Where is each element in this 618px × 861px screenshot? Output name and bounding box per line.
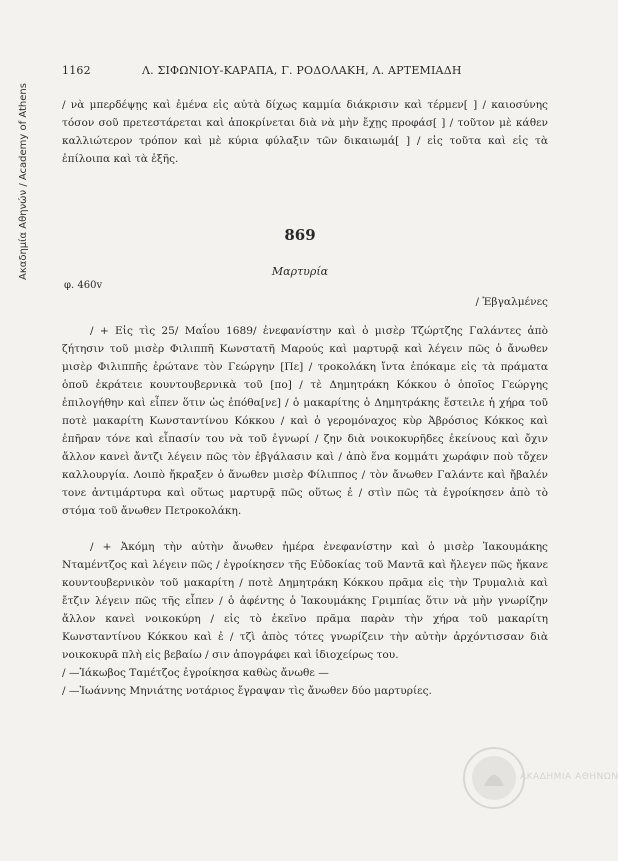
document-title: Μαρτυρία [271,265,329,278]
signature-line: / —Ἰωάννης Μηνιάτης νοτάριος ἔγραψαν τὶς ἄνωθεν δύο μαρτυρίες. [62,685,432,697]
academy-side-stamp: Ακαδημία Αθηνών / Academy of Athens [18,83,29,280]
testimony-paragraph: / + Εἰς τὶς 25/ Μαΐου 1689/ ἐνεφανίστην καὶ ὁ μισὲρ Τζώρτζης Γαλάντες ἀπὸ ζήτησιν τοῦ μισὲρ Φιλιππῆ Κωνστατῆ Μαρούς καὶ μαρτυρᾷ καὶ λέγειν πῶς ὁ ἄνωθεν μισὲρ Φιλιππῆς ἐρώτανε τὸν Γεώργην [Πε] / τροκολάκη ἴντα ἐπόκαμε εἰς τὰ πράματα ὁποῦ ἐκράτειε κουντουβερνικὰ τοῦ [πο] / τὲ Δημητράκη Κόκκου ὁ ὁποῖος Γεώργης ἐπιλογήθην καὶ εἶπεν ὅτιν ὡς ἐπόθα[νε] / ὁ μακαρίτης ὁ Δημητράκης ἔστειλε ἡ χήρα τοῦ ποτὲ μακαρίτη Κωνσταντίνου Κόκκου / καὶ ὁ γερομόναχος κὺρ Ἀβρόσιος Κόκκος καὶ ἐπῆραν τόνε καὶ εἶπασίν του νὰ τοῦ ἐγνωρί / ζην διὰ νοικοκυρῆδες ἐκείνους καὶ ὄχιν ἄλλον κανεὶ ἄντζι λέγειν πῶς τὸν ἐβγάλασιν καὶ / ἀπὸ ἕνα κομμάτι χωράφιν ποὺ τὄχεν καλλουργία. Λοιπὸ ἤκραξεν ὁ ἄνωθεν μισὲρ Φίλιππος / τὸν ἄνωθεν Γαλάντε καὶ ἤβαλέν τονε ἀντιμάρτυρα καὶ οὕτως μαρτυρᾷ πῶς οὕτως ἐ / στὶν πῶς τὰ ἐγροίκησεν ἀπὸ τὸ στόμα τοῦ ἄνωθεν Πετροκολάκη. [62,325,548,517]
signature-line: / —Ἰάκωβος Ταμέτζος ἐγροίκησα καθὼς ἄνωθε — [62,667,329,679]
watermark-text: ΑΚΑΔΗΜΙΑ ΑΘΗΝΩΝ [520,772,618,782]
folio-reference: φ. 460v [64,280,103,291]
academy-watermark [450,740,618,820]
continuation-paragraph: / νὰ μπερδέψῃς καὶ ἐμένα εἰς αὐτὰ δίχως καμμία διάκρισιν καὶ τέρμεν[ ] / καιοσύνης τόσον σοῦ πρετεστάρεται καὶ ἀποκρίνεται διὰ νὰ μὴν ἔχῃς προφάσ[ ] / τοῦτον μὲ κάθεν καλλιώτερον τρόπον καὶ μὲ κύρια φύλαξιν τῶν δικαιωμά[ ] / εἰς τοῦτα καὶ εἰς τὰ ἐπίλοιπα καὶ τὰ ἑξῆς. [62,99,548,165]
running-head: Λ. ΣΙΦΩΝΙΟΥ-ΚΑΡΑΠΑ, Γ. ΡΟΔΟΛΑΚΗ, Λ. ΑΡΤΕΜΙΑΔΗ [142,64,462,77]
continuation-text-block [62,96,548,168]
academy-seal-icon [462,746,526,810]
document-number: 869 [284,226,316,244]
right-margin-note: / Ἐβγαλμένες [475,296,548,308]
page-number: 1162 [62,64,91,77]
body-text-block [62,322,548,700]
testimony-paragraph: / + Ἀκόμη τὴν αὐτὴν ἄνωθεν ἡμέρα ἐνεφανίστην καὶ ὁ μισὲρ Ἰακουμάκης Νταμέντζος καὶ λέγειν πῶς / ἐγροίκησεν τῆς Εὐδοκίας τοῦ Μαντᾶ καὶ ἤλεγεν πῶς ἤκανε κουντουβερνικὸν τοῦ μακαρίτη / ποτὲ Δημητράκη Κόκκου πρᾶμα εἰς τὴν Τρυμαλιὰ καὶ ἔτζιν λέγειν πῶς τῆς εἶπεν / ὁ ἀφέντης ὁ Ἰακουμάκης Γριμπίας ὅτιν νὰ μὴν γνωρίζην ἄλλον κανεὶ νοικοκύρη / εἰς τὸ ἐκεῖνο πρᾶμα παρὰν τὴν χήρα τοῦ μακαρίτη Κωνσταντίνου Κόκκου καὶ ἐ / τζὶ ἀπὸς τότες γνωρίζειν τὴν αὐτὴν ἀρχόντισσαν διὰ νοικοκυρᾶ πλὴ εἰς βεβαίω / σιν ἀπογράφει καὶ ἰδιοχείρως του. [62,541,548,661]
